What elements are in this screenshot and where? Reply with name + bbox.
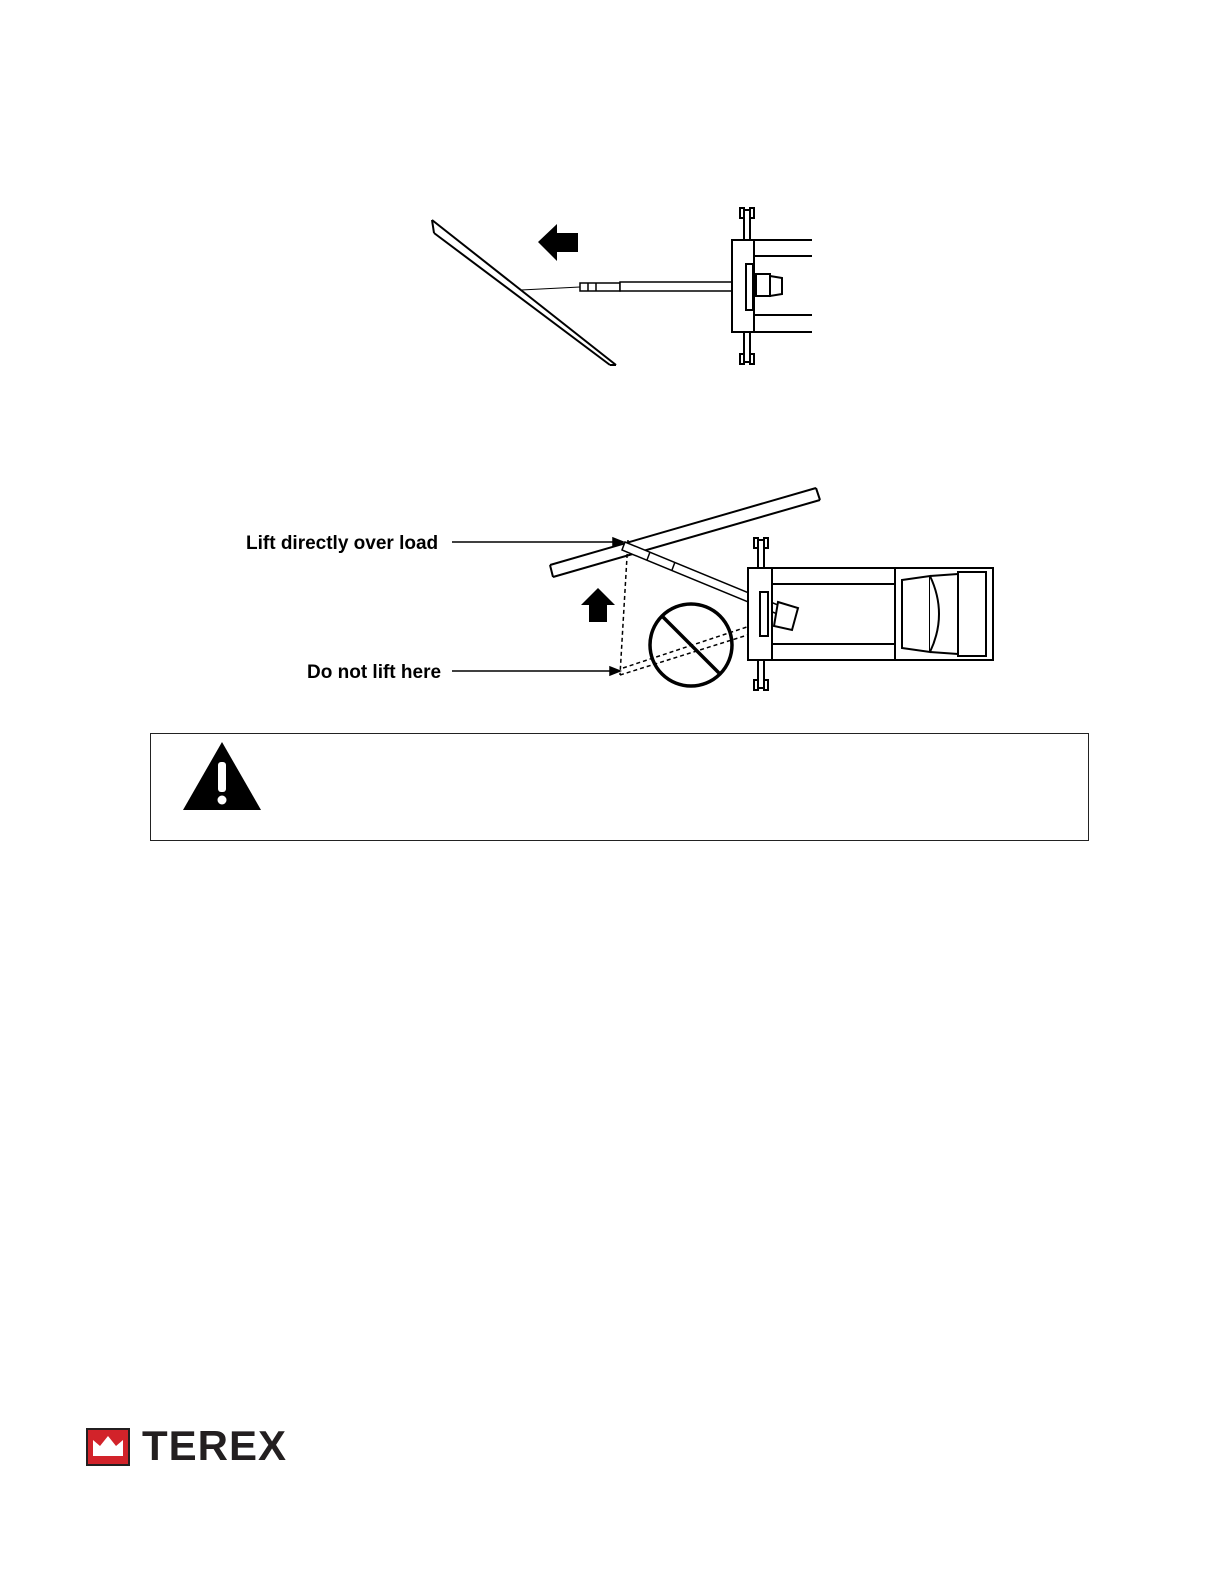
load-beam xyxy=(550,488,820,577)
arrow-icon xyxy=(581,588,615,622)
terex-logo xyxy=(86,1422,316,1469)
prohibited-circle-icon xyxy=(650,604,732,686)
brand-name: TEREX xyxy=(142,1422,288,1469)
load-beam xyxy=(432,220,616,365)
crane-boom xyxy=(580,282,755,291)
callout-do-not-lift-here: Do not lift here xyxy=(307,662,442,683)
warning-triangle-icon xyxy=(181,740,263,812)
arrow-icon xyxy=(538,224,578,261)
crane-carrier xyxy=(732,208,812,364)
terex-crown-icon xyxy=(86,1428,130,1466)
crane-carrier xyxy=(748,538,993,690)
boom-swing-diagram-top xyxy=(420,200,820,375)
load-line xyxy=(521,287,580,290)
callout-lift-directly-over-load: Lift directly over load xyxy=(246,533,439,554)
warning-box xyxy=(150,733,1089,841)
